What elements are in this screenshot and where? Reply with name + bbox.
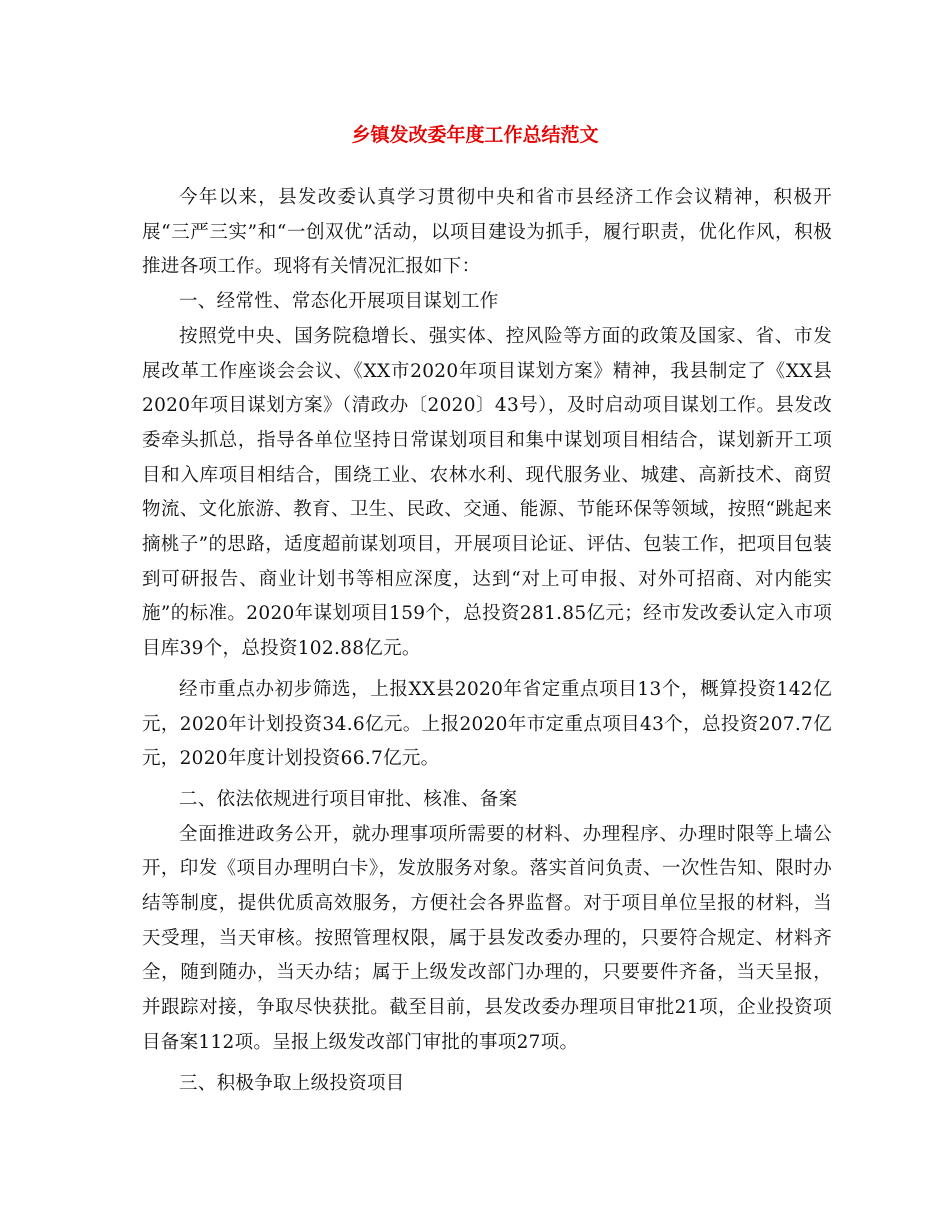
section-1-paragraph-2: 经市重点办初步筛选，上报XX县2020年省定重点项目13个，概算投资142亿元，2020年计划投资34.6亿元。上报2020年市定重点项目43个，总投资207.7亿元，2020年度计划投资66.7亿元。	[142, 678, 832, 770]
section-1-paragraph-1: 按照党中央、国务院稳增长、强实体、控风险等方面的政策及国家、省、市发展改革工作座谈会会议、《XX市2020年项目谋划方案》精神，我县制定了《XX县2020年项目谋划方案》（清政办〔2020〕43号），及时启动项目谋划工作。县发改委牵头抓总，指导各单位坚持日常谋划项目和集中谋划项目相结合，谋划新开工项目和入库项目相结合，围绕工业、农林水利、现代服务业、城建、高新技术、商贸物流、文化旅游、教育、卫生、民政、交通、能源、节能环保等领域，按照“跳起来摘桃子”的思路，适度超前谋划项目，开展项目论证、评估、包装工作，把项目包装到可研报告、商业计划书等相应深度，达到“对上可申报、对外可招商、对内能实施”的标准。2020年谋划项目159个，总投资281.85亿元；经市发改委认定入市项目库39个，总投资102.88亿元。	[142, 325, 832, 660]
document-body	[142, 181, 832, 1101]
intro-paragraph: 今年以来，县发改委认真学习贯彻中央和省市县经济工作会议精神，积极开展“三严三实”和“一创双优”活动，以项目建设为抓手，履行职责，优化作风，积极推进各项工作。现将有关情况汇报如下：	[142, 187, 832, 278]
section-heading-1: 一、经常性、常态化开展项目谋划工作	[179, 291, 499, 313]
section-heading-2: 二、依法依规进行项目审批、核准、备案	[179, 788, 518, 810]
page-title: 乡镇发改委年度工作总结范文	[351, 124, 599, 146]
section-heading-3: 三、积极争取上级投资项目	[179, 1072, 405, 1094]
section-2-paragraph-1: 全面推进政务公开，就办理事项所需要的材料、办理程序、办理时限等上墙公开，印发《项目办理明白卡》，发放服务对象。落实首问负责、一次性告知、限时办结等制度，提供优质高效服务，方便社会各界监督。对于项目单位呈报的材料，当天受理，当天审核。按照管理权限，属于县发改委办理的，只要符合规定、材料齐全，随到随办，当天办结；属于上级发改部门办理的，只要要件齐备，当天呈报，并跟踪对接，争取尽快获批。截至目前，县发改委办理项目审批21项，企业投资项目备案112项。呈报上级发改部门审批的事项27项。	[142, 823, 832, 1053]
